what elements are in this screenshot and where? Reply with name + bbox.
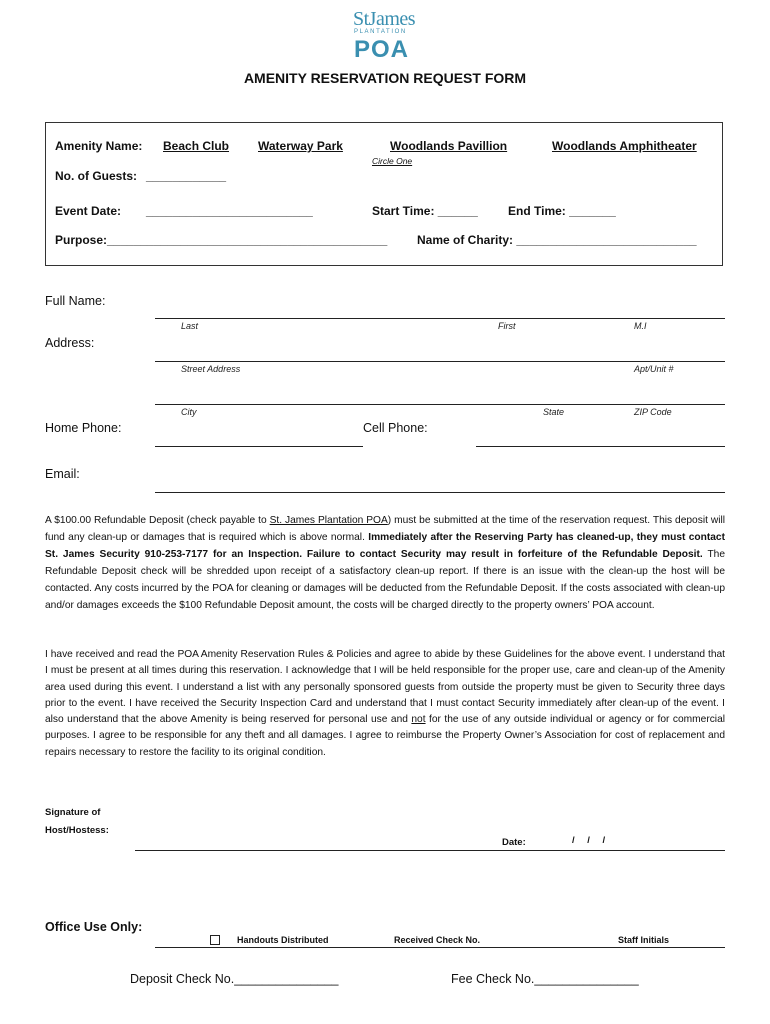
signature-label-1: Signature of xyxy=(45,807,101,818)
circle-one-note: Circle One xyxy=(372,156,413,166)
signature-line[interactable] xyxy=(135,850,725,851)
inspection-notice: Immediately after the Reserving Party has cleaned-up, they must contact St. James Security 910-253-7177 for an Inspection. Failure to contact Security may result in forfeiture of the Refundable Deposit. xyxy=(45,532,725,560)
received-check-label: Received Check No. xyxy=(394,935,481,945)
email-line[interactable] xyxy=(155,492,725,493)
amenity-waterway-park[interactable]: Waterway Park xyxy=(258,139,343,153)
full-name-label: Full Name: xyxy=(45,294,106,308)
start-time-field[interactable]: Start Time: ______ xyxy=(372,204,478,218)
mi-sublabel: M.I xyxy=(634,321,647,331)
zip-sublabel: ZIP Code xyxy=(634,407,672,417)
amenity-woodlands-pavillion[interactable]: Woodlands Pavillion xyxy=(390,139,508,153)
staff-initials-label: Staff Initials xyxy=(618,935,670,945)
handouts-label: Handouts Distributed xyxy=(237,935,329,945)
city-line[interactable] xyxy=(155,404,725,405)
first-sublabel: First xyxy=(498,321,516,331)
handouts-checkbox[interactable] xyxy=(210,935,220,945)
date-label: Date: xyxy=(502,837,526,848)
last-sublabel: Last xyxy=(181,321,199,331)
office-line xyxy=(155,947,725,948)
logo-stjames: StJames xyxy=(353,8,416,30)
amenity-woodlands-amphitheater[interactable]: Woodlands Amphitheater xyxy=(552,139,697,153)
address-label: Address: xyxy=(45,336,95,350)
amenity-label: Amenity Name: xyxy=(55,139,143,153)
apt-sublabel: Apt/Unit # xyxy=(634,364,674,374)
fee-check-field[interactable]: Fee Check No._______________ xyxy=(451,972,639,986)
state-sublabel: State xyxy=(543,407,565,417)
deposit-check-field[interactable]: Deposit Check No._______________ xyxy=(130,972,339,986)
deposit-paragraph: A $100.00 Refundable Deposit (check payable to St. James Plantation POA) must be submitted at the time of the reservation request. This deposit will fund any clean-up or damages that is required which is above normal. Immediately after the Reserving Party has cleaned-up, they must contact St. James Security 910-253-7177 for an Inspection. Failure to contact Security may result in forfeiture of the Refundable Deposit. The Refundable Deposit check will be shredded upon receipt of a satisfactory clean-up report. If there is an issue with the clean-up the host will be contacted. Any costs incurred by the POA for cleaning or damages will be deducted from the Refundable Deposit. If the costs associated with clean-up and/or damages exceeds the $100 Refundable Deposit amount, the costs will be charged directly to the property owners’ POA account. xyxy=(45,515,726,611)
event-date-label: Event Date: xyxy=(55,204,122,218)
home-phone-line[interactable] xyxy=(155,446,363,447)
home-phone-label: Home Phone: xyxy=(45,421,122,435)
cell-phone-line[interactable] xyxy=(476,446,725,447)
purpose-field[interactable]: Purpose:__________________________________________ xyxy=(55,233,388,247)
email-label: Email: xyxy=(45,467,80,481)
form-title: AMENITY RESERVATION REQUEST FORM xyxy=(243,70,527,86)
end-time-field[interactable]: End Time: _______ xyxy=(508,204,616,218)
office-use-label: Office Use Only: xyxy=(45,920,143,934)
acknowledgement-paragraph: I have received and read the POA Amenity Reservation Rules & Policies and agree to abide by these Guidelines for the above event. I understand that I must be present at all times during this reservation. I acknowledge that I will be held responsible for the proper use, care and clean-up of the Amenity area used during this event. I understand a list with any personally sponsored guests from outside the property must be given to Security three days prior to the event. I have received the Security Inspection Card and understand that I must contact Security immediately after clean-up of the event. I also understand that the above Amenity is being reserved for personal use and not for the use of any outside individual or agency or for commercial purposes. I agree to be responsible for any theft and all damages. I agree to reimburse the Property Owner’s Association for cost of replacement and repairs necessary to restore the facility to its original condition. xyxy=(45,649,725,758)
street-line[interactable] xyxy=(155,361,725,362)
event-date-field[interactable]: _________________________ xyxy=(146,204,313,218)
city-sublabel: City xyxy=(181,407,197,417)
logo-plantation: PLANTATION xyxy=(354,29,407,35)
guests-field[interactable]: ____________ xyxy=(146,169,227,183)
logo-poa: POA xyxy=(354,36,410,63)
date-slashes[interactable]: / / / xyxy=(572,835,606,846)
signature-label-2: Host/Hostess: xyxy=(45,825,109,836)
charity-field[interactable]: Name of Charity: ___________________________ xyxy=(417,233,697,247)
amenity-beach-club[interactable]: Beach Club xyxy=(163,139,230,153)
full-name-line[interactable] xyxy=(155,318,725,319)
street-sublabel: Street Address xyxy=(181,364,241,374)
payee-name: St. James Plantation POA xyxy=(269,515,388,526)
guests-label: No. of Guests: xyxy=(55,169,138,183)
cell-phone-label: Cell Phone: xyxy=(363,421,428,435)
